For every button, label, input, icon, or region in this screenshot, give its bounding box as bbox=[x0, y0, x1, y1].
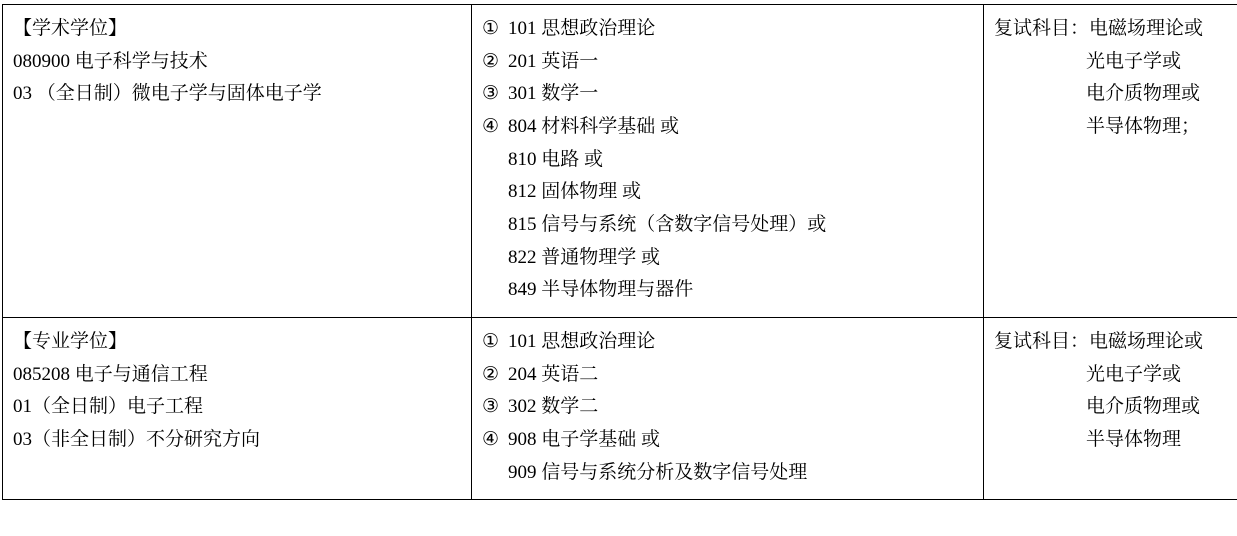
degree-type-heading: 【学术学位】 bbox=[13, 13, 461, 46]
research-direction: 03（非全日制）不分研究方向 bbox=[13, 424, 461, 457]
exam-subjects-table bbox=[2, 4, 1237, 500]
subject-line bbox=[482, 359, 973, 392]
exam-subjects-cell bbox=[472, 318, 984, 500]
subject-line bbox=[482, 242, 973, 275]
retest-line: 电介质物理或 bbox=[1086, 391, 1237, 424]
subject-line bbox=[482, 46, 973, 79]
table-row bbox=[3, 318, 1237, 500]
subject-number: ③ bbox=[482, 78, 508, 111]
research-direction: 03 （全日制）微电子学与固体电子学 bbox=[13, 78, 461, 111]
retest-subject: 电磁场理论或 bbox=[1089, 331, 1203, 352]
subject-number: ① bbox=[482, 326, 508, 359]
subject-line bbox=[482, 457, 973, 490]
major-cell bbox=[3, 5, 472, 318]
subject-text: 101 思想政治理论 bbox=[508, 13, 655, 46]
subject-line bbox=[482, 176, 973, 209]
retest-subject: 电磁场理论或 bbox=[1089, 18, 1203, 39]
exam-subjects-cell bbox=[472, 5, 984, 318]
subject-text: 101 思想政治理论 bbox=[508, 326, 655, 359]
major-code-name: 080900 电子科学与技术 bbox=[13, 46, 461, 79]
subject-line bbox=[482, 78, 973, 111]
subject-text: 908 电子学基础 或 bbox=[508, 424, 660, 457]
subject-text: 810 电路 或 bbox=[508, 144, 603, 177]
subject-text: 302 数学二 bbox=[508, 391, 598, 424]
subject-text: 909 信号与系统分析及数字信号处理 bbox=[508, 457, 807, 490]
retest-line: 半导体物理； bbox=[1086, 111, 1237, 144]
retest-cell bbox=[984, 318, 1237, 500]
subject-text: 812 固体物理 或 bbox=[508, 176, 641, 209]
document-page bbox=[0, 4, 1237, 536]
major-cell bbox=[3, 318, 472, 500]
subject-text: 822 普通物理学 或 bbox=[508, 242, 660, 275]
retest-line bbox=[994, 326, 1237, 359]
subject-number: ③ bbox=[482, 391, 508, 424]
retest-line: 光电子学或 bbox=[1086, 359, 1237, 392]
subject-text: 201 英语一 bbox=[508, 46, 598, 79]
retest-line: 电介质物理或 bbox=[1086, 78, 1237, 111]
subject-text: 815 信号与系统（含数字信号处理）或 bbox=[508, 209, 826, 242]
retest-line: 半导体物理 bbox=[1086, 424, 1237, 457]
subject-text: 804 材料科学基础 或 bbox=[508, 111, 679, 144]
subject-number: ① bbox=[482, 13, 508, 46]
retest-label: 复试科目： bbox=[994, 18, 1089, 39]
subject-number: ② bbox=[482, 359, 508, 392]
retest-label: 复试科目： bbox=[994, 331, 1089, 352]
subject-line bbox=[482, 144, 973, 177]
subject-text: 204 英语二 bbox=[508, 359, 598, 392]
subject-line bbox=[482, 326, 973, 359]
subject-text: 849 半导体物理与器件 bbox=[508, 274, 693, 307]
subject-line bbox=[482, 111, 973, 144]
degree-type-heading: 【专业学位】 bbox=[13, 326, 461, 359]
subject-line bbox=[482, 274, 973, 307]
subject-number: ② bbox=[482, 46, 508, 79]
retest-line: 光电子学或 bbox=[1086, 46, 1237, 79]
subject-number: ④ bbox=[482, 424, 508, 457]
subject-line bbox=[482, 13, 973, 46]
subject-line bbox=[482, 424, 973, 457]
research-direction: 01（全日制）电子工程 bbox=[13, 391, 461, 424]
table-row bbox=[3, 5, 1237, 318]
retest-cell bbox=[984, 5, 1237, 318]
subject-number: ④ bbox=[482, 111, 508, 144]
subject-line bbox=[482, 391, 973, 424]
retest-line bbox=[994, 13, 1237, 46]
subject-line bbox=[482, 209, 973, 242]
subject-text: 301 数学一 bbox=[508, 78, 598, 111]
major-code-name: 085208 电子与通信工程 bbox=[13, 359, 461, 392]
